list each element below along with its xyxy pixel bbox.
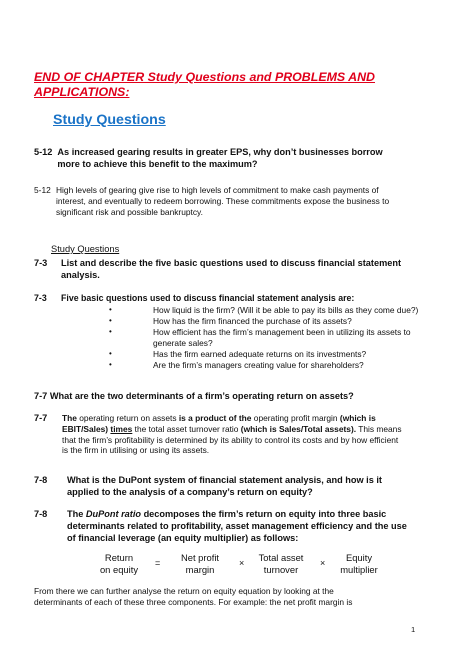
answer-7-3-intro: 7-3 Five basic questions used to discuss financial statement analysis are: xyxy=(34,293,355,303)
section-title: Study Questions xyxy=(53,112,166,128)
list-item: • Has the firm earned adequate returns on its investments? xyxy=(109,348,367,359)
answer-7-3-list xyxy=(34,305,442,375)
list-item: • Are the firm’s managers creating value for shareholders? xyxy=(109,359,364,370)
question-7-3: 7-3 List and describe the five basic questions used to discuss financial statement analysis. xyxy=(34,258,402,280)
closing-paragraph: From there we can further analyse the return on equity equation by looking at the determinants of each of these three components. For example: the net profit margin is xyxy=(34,586,353,607)
list-item: • How liquid is the firm? (Will it be able to pay its bills as they come due?) xyxy=(109,305,419,315)
dupont-equation xyxy=(90,552,390,580)
chapter-heading: END OF CHAPTER Study Questions and PROBLEMS AND APPLICATIONS: xyxy=(34,70,375,99)
bullet-icon: • xyxy=(109,348,112,358)
answer-7-8: 7-8 The DuPont ratio decomposes the firm’s return on equity into three basic determinants related to profitability, asset management efficiency and the use of financial leverage (an equity multiplier) as follows: xyxy=(34,509,407,543)
list-item-continued: generate sales? xyxy=(153,337,213,348)
question-5-12: 5-12 As increased gearing results in greater EPS, why don’t businesses borrow more to achieve this benefit to the maximum? xyxy=(34,147,383,169)
multiply-sign: × xyxy=(239,558,245,568)
answer-5-12: 5-12 High levels of gearing give rise to high levels of commitment to make cash payments of interest, and eventually to redeem borrowing. These commitments expose the business to significant risk and possible bankruptcy. xyxy=(34,185,390,217)
equation-term-net-profit-margin: Net profit margin xyxy=(180,552,220,575)
list-item: • How has the firm financed the purchase of its assets? xyxy=(109,315,352,326)
bullet-icon: • xyxy=(109,326,112,336)
question-7-7: 7-7 What are the two determinants of a firm’s operating return on assets? xyxy=(34,391,354,401)
section-title-2: Study Questions xyxy=(51,244,120,254)
page-number: 1 xyxy=(411,625,416,634)
bullet-icon: • xyxy=(109,305,112,314)
bullet-icon: • xyxy=(109,315,112,325)
equation-term-total-asset-turnover: Total asset turnover xyxy=(258,552,304,575)
equation-term-return-on-equity: Return on equity xyxy=(99,552,139,575)
question-7-8: 7-8 What is the DuPont system of financial statement analysis, and how is it applied to the analysis of a company’s return on equity? xyxy=(34,475,382,497)
bullet-icon: • xyxy=(109,359,112,369)
multiply-sign: × xyxy=(320,558,326,568)
equation-term-equity-multiplier: Equity multiplier xyxy=(340,552,378,575)
list-item: • How efficient has the firm’s management been in utilizing its assets to xyxy=(109,326,411,337)
equals-sign: = xyxy=(155,558,161,568)
answer-7-7: 7-7 The operating return on assets is a product of the operating profit margin (which is EBIT/Sales) times the total asset turnover ratio (which is Sales/Total assets). This means that the firm’s profitability is determined by its ability to control its costs and by how efficient is the firm in utilising or using its assets. xyxy=(34,413,402,456)
